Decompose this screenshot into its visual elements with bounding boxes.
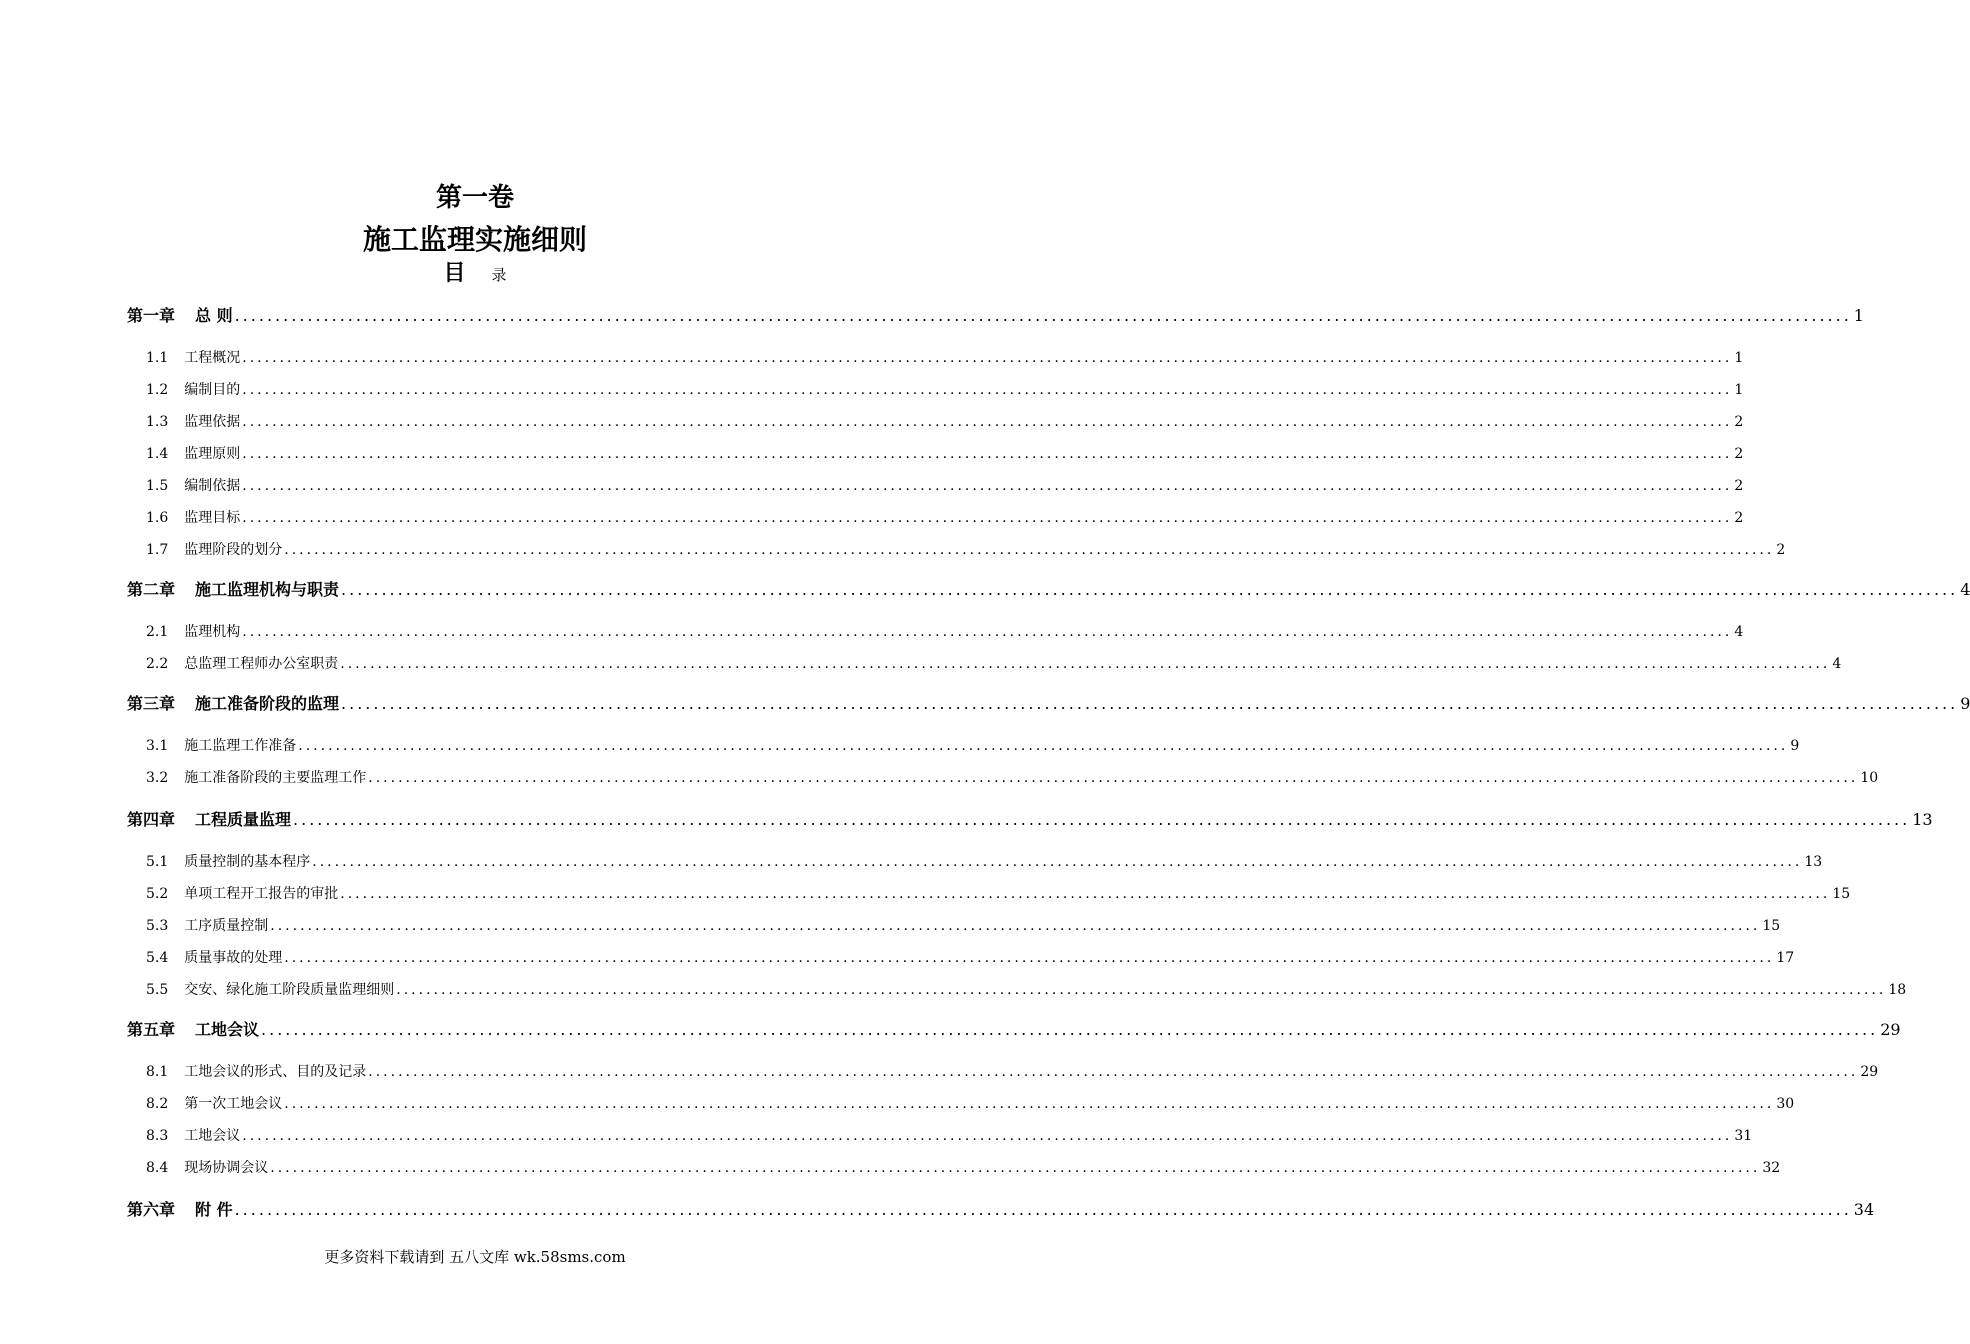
toc-entry-title: 工程质量监理 <box>195 810 292 829</box>
toc-entry-page-number: 29 <box>1880 1020 1901 1039</box>
toc-entry-page-number: 2 <box>1734 414 1744 430</box>
toc-entry-number: 第三章 <box>127 694 176 713</box>
toc-entry-title: 第一次工地会议 <box>184 1096 283 1112</box>
volume-title: 第一卷 <box>435 183 514 213</box>
footer-text: 更多资料下载请到 五八文库 wk.58sms.com <box>324 1248 626 1266</box>
toc-section-entry[interactable] <box>146 735 1800 757</box>
toc-entry-page-number: 15 <box>1762 918 1781 934</box>
toc-section-entry[interactable] <box>146 347 1744 369</box>
toc-entry-page-number: 32 <box>1762 1160 1781 1176</box>
toc-dot-leader: ........................................................................................................................................................................................................ <box>242 478 1733 494</box>
toc-entry-number: 1.2 <box>146 382 169 398</box>
toc-entry-title: 工序质量控制 <box>184 918 269 934</box>
toc-dot-leader: ........................................................................................................................................................................................................ <box>270 918 1761 934</box>
toc-dot-leader: ........................................................................................................................................................................................................ <box>341 580 1959 599</box>
toc-section-entry[interactable] <box>146 1157 1781 1179</box>
toc-entry-page-number: 9 <box>1790 738 1800 754</box>
toc-entry-number: 5.4 <box>146 950 169 966</box>
toc-entry-title: 单项工程开工报告的审批 <box>184 886 339 902</box>
toc-entry-number: 1.7 <box>146 542 169 558</box>
toc-dot-leader: ........................................................................................................................................................................................................ <box>341 694 1959 713</box>
toc-dot-leader: ........................................................................................................................................................................................................ <box>340 656 1831 672</box>
toc-section-entry[interactable] <box>146 915 1781 937</box>
toc-section-entry[interactable] <box>146 767 1879 789</box>
toc-entry-title: 施工监理工作准备 <box>184 738 297 754</box>
toc-section-entry[interactable] <box>146 443 1744 465</box>
toc-entry-number: 1.5 <box>146 478 169 494</box>
toc-dot-leader: ........................................................................................................................................................................................................ <box>284 542 1775 558</box>
toc-entry-number: 1.4 <box>146 446 169 462</box>
toc-entry-number: 8.2 <box>146 1096 169 1112</box>
toc-entry-number: 5.3 <box>146 918 169 934</box>
toc-section-entry[interactable] <box>146 475 1744 497</box>
toc-entry-title: 工地会议 <box>195 1020 260 1039</box>
toc-dot-leader: ........................................................................................................................................................................................................ <box>284 1096 1775 1112</box>
toc-chapter-entry[interactable] <box>127 1199 1875 1221</box>
toc-dot-leader: ........................................................................................................................................................................................................ <box>242 446 1733 462</box>
toc-entry-page-number: 1 <box>1734 382 1744 398</box>
toc-entry-page-number: 18 <box>1888 982 1907 998</box>
toc-entry-title: 施工监理机构与职责 <box>195 580 340 599</box>
toc-entry-page-number: 31 <box>1734 1128 1753 1144</box>
toc-entry-number: 5.2 <box>146 886 169 902</box>
document-title: 施工监理实施细则 <box>362 223 587 256</box>
toc-section-entry[interactable] <box>146 411 1744 433</box>
toc-dot-leader: ........................................................................................................................................................................................................ <box>242 414 1733 430</box>
toc-entry-number: 3.1 <box>146 738 169 754</box>
toc-dot-leader: ........................................................................................................................................................................................................ <box>234 306 1852 325</box>
toc-dot-leader: ........................................................................................................................................................................................................ <box>242 510 1733 526</box>
toc-entry-page-number: 2 <box>1734 478 1744 494</box>
toc-section-entry[interactable] <box>146 653 1842 675</box>
toc-section-entry[interactable] <box>146 621 1744 643</box>
toc-entry-number: 8.3 <box>146 1128 169 1144</box>
toc-entry-page-number: 4 <box>1960 580 1970 599</box>
toc-entry-title: 质量控制的基本程序 <box>184 854 311 870</box>
toc-entry-number: 5.1 <box>146 854 169 870</box>
toc-entry-page-number: 13 <box>1912 810 1933 829</box>
toc-dot-leader: ........................................................................................................................................................................................................ <box>340 886 1831 902</box>
toc-entry-title: 工程概况 <box>184 350 241 366</box>
toc-entry-number: 第六章 <box>127 1200 176 1219</box>
toc-dot-leader: ........................................................................................................................................................................................................ <box>242 350 1733 366</box>
toc-dot-leader: ........................................................................................................................................................................................................ <box>242 624 1733 640</box>
toc-entry-number: 1.1 <box>146 350 169 366</box>
toc-section-entry[interactable] <box>146 1061 1879 1083</box>
toc-section-entry[interactable] <box>146 947 1795 969</box>
toc-entry-number: 8.1 <box>146 1064 169 1080</box>
toc-entry-page-number: 2 <box>1734 446 1744 462</box>
toc-entry-page-number: 15 <box>1832 886 1851 902</box>
toc-entry-number: 第一章 <box>127 306 176 325</box>
toc-entry-title: 监理原则 <box>184 446 241 462</box>
toc-entry-title: 施工准备阶段的监理 <box>195 694 340 713</box>
toc-dot-leader: ........................................................................................................................................................................................................ <box>368 1064 1859 1080</box>
toc-entry-page-number: 4 <box>1734 624 1744 640</box>
toc-entry-number: 5.5 <box>146 982 169 998</box>
toc-section-entry[interactable] <box>146 507 1744 529</box>
toc-heading-sub: 录 <box>491 266 507 284</box>
toc-entry-page-number: 30 <box>1776 1096 1795 1112</box>
toc-entry-page-number: 1 <box>1853 306 1864 325</box>
toc-dot-leader: ........................................................................................................................................................................................................ <box>368 770 1859 786</box>
toc-entry-title: 监理阶段的划分 <box>184 542 283 558</box>
toc-dot-leader: ........................................................................................................................................................................................................ <box>298 738 1789 754</box>
toc-entry-title: 总监理工程师办公室职责 <box>184 656 339 672</box>
toc-section-entry[interactable] <box>146 1093 1795 1115</box>
toc-entry-page-number: 2 <box>1776 542 1786 558</box>
toc-section-entry[interactable] <box>146 979 1907 1001</box>
toc-entry-title: 监理依据 <box>184 414 241 430</box>
toc-dot-leader: ........................................................................................................................................................................................................ <box>242 382 1733 398</box>
toc-entry-title: 施工准备阶段的主要监理工作 <box>184 770 367 786</box>
toc-entry-page-number: 2 <box>1734 510 1744 526</box>
toc-entry-page-number: 29 <box>1860 1064 1879 1080</box>
toc-entry-title: 质量事故的处理 <box>184 950 283 966</box>
toc-entry-number: 1.6 <box>146 510 169 526</box>
toc-section-entry[interactable] <box>146 1125 1753 1147</box>
toc-chapter-entry[interactable] <box>127 579 1970 601</box>
toc-dot-leader: ........................................................................................................................................................................................................ <box>261 1020 1879 1039</box>
toc-entry-title: 工地会议的形式、目的及记录 <box>184 1064 367 1080</box>
toc-section-entry[interactable] <box>146 883 1851 905</box>
toc-entry-page-number: 13 <box>1804 854 1823 870</box>
toc-chapter-entry[interactable] <box>127 1019 1901 1041</box>
toc-entry-title: 监理机构 <box>184 624 241 640</box>
toc-entry-page-number: 17 <box>1776 950 1795 966</box>
toc-entry-number: 第四章 <box>127 810 176 829</box>
toc-chapter-entry[interactable] <box>127 305 1864 327</box>
toc-dot-leader: ........................................................................................................................................................................................................ <box>293 810 1911 829</box>
toc-entry-number: 1.3 <box>146 414 169 430</box>
toc-dot-leader: ........................................................................................................................................................................................................ <box>234 1200 1852 1219</box>
toc-entry-title: 编制依据 <box>184 478 241 494</box>
toc-dot-leader: ........................................................................................................................................................................................................ <box>284 950 1775 966</box>
toc-entry-title: 总 则 <box>195 306 233 325</box>
toc-dot-leader: ........................................................................................................................................................................................................ <box>312 854 1803 870</box>
toc-section-entry[interactable] <box>146 851 1823 873</box>
toc-entry-title: 现场协调会议 <box>184 1160 269 1176</box>
toc-entry-title: 附 件 <box>195 1200 233 1219</box>
toc-entry-number: 3.2 <box>146 770 169 786</box>
toc-entry-page-number: 9 <box>1960 694 1970 713</box>
toc-dot-leader: ........................................................................................................................................................................................................ <box>396 982 1887 998</box>
toc-entry-number: 8.4 <box>146 1160 169 1176</box>
toc-entry-title: 监理目标 <box>184 510 241 526</box>
toc-dot-leader: ........................................................................................................................................................................................................ <box>242 1128 1733 1144</box>
toc-entry-title: 编制目的 <box>184 382 241 398</box>
toc-entry-page-number: 1 <box>1734 350 1744 366</box>
toc-entry-title: 交安、绿化施工阶段质量监理细则 <box>184 982 395 998</box>
toc-entry-number: 2.2 <box>146 656 169 672</box>
toc-entry-page-number: 4 <box>1832 656 1842 672</box>
toc-entry-number: 第五章 <box>127 1020 176 1039</box>
toc-heading-main: 目 <box>443 260 466 286</box>
toc-entry-number: 第二章 <box>127 580 176 599</box>
toc-entry-title: 工地会议 <box>184 1128 241 1144</box>
toc-section-entry[interactable] <box>146 539 1786 561</box>
toc-entry-page-number: 10 <box>1860 770 1879 786</box>
toc-chapter-entry[interactable] <box>127 693 1970 715</box>
toc-dot-leader: ........................................................................................................................................................................................................ <box>270 1160 1761 1176</box>
toc-entry-number: 2.1 <box>146 624 169 640</box>
toc-section-entry[interactable] <box>146 379 1744 401</box>
toc-entry-page-number: 34 <box>1853 1200 1875 1219</box>
toc-chapter-entry[interactable] <box>127 809 1933 831</box>
